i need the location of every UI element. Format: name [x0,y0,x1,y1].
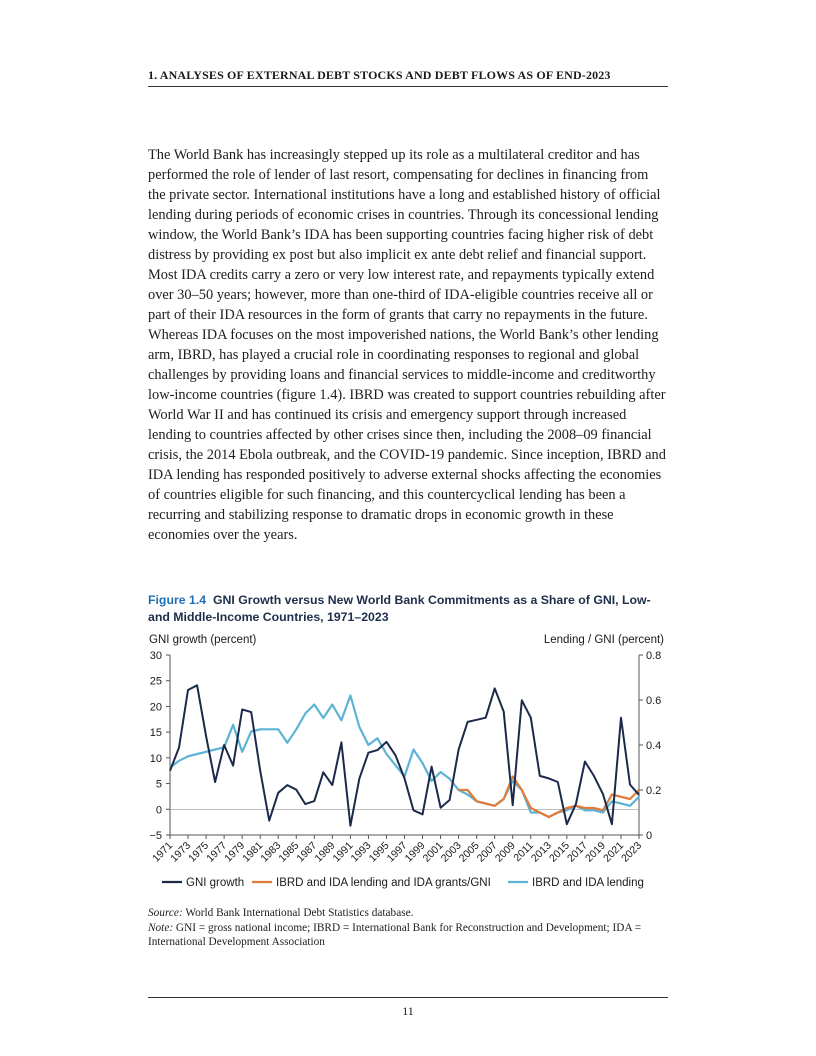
series-line-1 [459,777,639,818]
left-tick-label: −5 [149,830,162,842]
note-text: GNI = gross national income; IBRD = International Bank for Reconstruction and Development; IDA = International Development Association [148,921,642,948]
x-tick-label: 2007 [474,839,500,865]
x-tick-label: 2005 [456,839,482,865]
left-tick-label: 25 [149,675,162,688]
x-tick-label: 1983 [258,839,284,865]
running-head: 1. ANALYSES OF EXTERNAL DEBT STOCKS AND DEBT FLOWS AS OF END-2023 [148,68,611,82]
footer-rule [148,997,668,998]
x-tick-label: 1997 [384,839,410,865]
x-tick-label: 1993 [348,839,374,865]
right-tick-label: 0.6 [646,695,662,707]
x-tick-label: 1995 [366,839,392,865]
source-line [148,906,668,921]
x-tick-label: 2009 [492,839,518,865]
x-tick-label: 1981 [240,839,266,865]
left-tick-label: 0 [155,804,162,817]
body-paragraph: The World Bank has increasingly stepped up its role as a multilateral creditor and has performed the role of lender of last resort, compensating for declines in financing from the private sector. International institutions have a long and established history of official lending during periods of economic crises in countries. Through its concessional lending window, the World Bank’s IDA has been supporting countries facing higher risk of debt distress by providing ex post but also implicit ex ante debt relief and financial support. Most IDA credits carry a zero or very low interest rate, and repayments typically extend over 30–50 years; however, more than one-third of IDA-eligible countries receive all or part of their IDA resources in the form of grants that carry no repayments in the future. Whereas IDA focuses on the most impoverished nations, the World Bank’s other lending arm, IBRD, has played a crucial role in coordinating responses to regional and global challenges by providing loans and financial services to middle-income and creditworthy low-income countries (figure 1.4). IBRD was created to support countries rebuilding after World War II and has continued its crisis and emergency support through increased lending to countries affected by other crises since then, including the 2008–09 financial crisis, the 2014 Ebola outbreak, and the COVID-19 pandemic. Since inception, IBRD and IDA lending has responded positively to adverse external shocks affecting the economies of countries eligible for such financing, and this countercyclical lending has been a recurring and stabilizing response to dramatic drops in economic growth in these economies over the years. [148,147,666,543]
source-text: World Bank International Debt Statistics database. [182,907,414,919]
x-tick-label: 2013 [528,839,554,865]
figure-notes [148,906,668,950]
figure-chart [140,628,670,900]
x-tick-label: 2011 [511,839,536,865]
x-tick-label: 1999 [402,839,428,865]
header-rule [148,86,668,87]
right-tick-label: 0 [646,830,653,842]
x-tick-label: 2019 [583,839,609,865]
series-line-2 [170,696,639,818]
x-tick-label: 2003 [438,839,464,865]
left-tick-label: 15 [149,727,162,740]
x-tick-label: 2021 [601,839,627,865]
series-line-0 [170,685,639,825]
left-tick-label: 30 [149,650,162,662]
left-axis-title: GNI growth (percent) [149,634,257,646]
legend-label-0: GNI growth [186,877,245,889]
right-axis-title: Lending / GNI (percent) [543,634,664,646]
x-tick-label: 1971 [150,839,176,865]
x-tick-label: 2017 [565,839,591,865]
x-tick-label: 1985 [276,839,302,865]
legend-label-1: IBRD and IDA lending and IDA grants/GNI [276,877,491,889]
left-tick-label: 5 [155,778,162,791]
x-tick-label: 1973 [168,839,194,865]
right-tick-label: 0.4 [646,740,662,752]
x-tick-label: 1979 [222,839,248,865]
figure-title-block [148,592,668,626]
x-tick-label: 1989 [312,839,338,865]
figure-title: GNI Growth versus New World Bank Commitments as a Share of GNI, Low- and Middle-Income Countries, 1971–2023 [148,593,651,624]
note-label: Note: [148,921,174,934]
left-tick-label: 10 [149,752,162,765]
x-tick-label: 2001 [420,839,446,865]
x-tick-label: 2015 [546,839,572,865]
x-tick-label: 1975 [186,839,212,865]
figure-label: Figure 1.4 [148,593,207,607]
note-line [148,921,668,950]
right-tick-label: 0.2 [646,785,662,797]
x-tick-label: 1991 [330,839,356,865]
x-tick-label: 1977 [204,839,230,865]
x-tick-label: 1987 [294,839,320,865]
page-number: 11 [402,1004,414,1018]
source-label: Source: [148,907,183,919]
right-tick-label: 0.8 [646,650,662,662]
left-tick-label: 20 [149,701,162,714]
legend-label-2: IBRD and IDA lending [532,877,644,889]
x-tick-label: 2023 [619,839,645,865]
